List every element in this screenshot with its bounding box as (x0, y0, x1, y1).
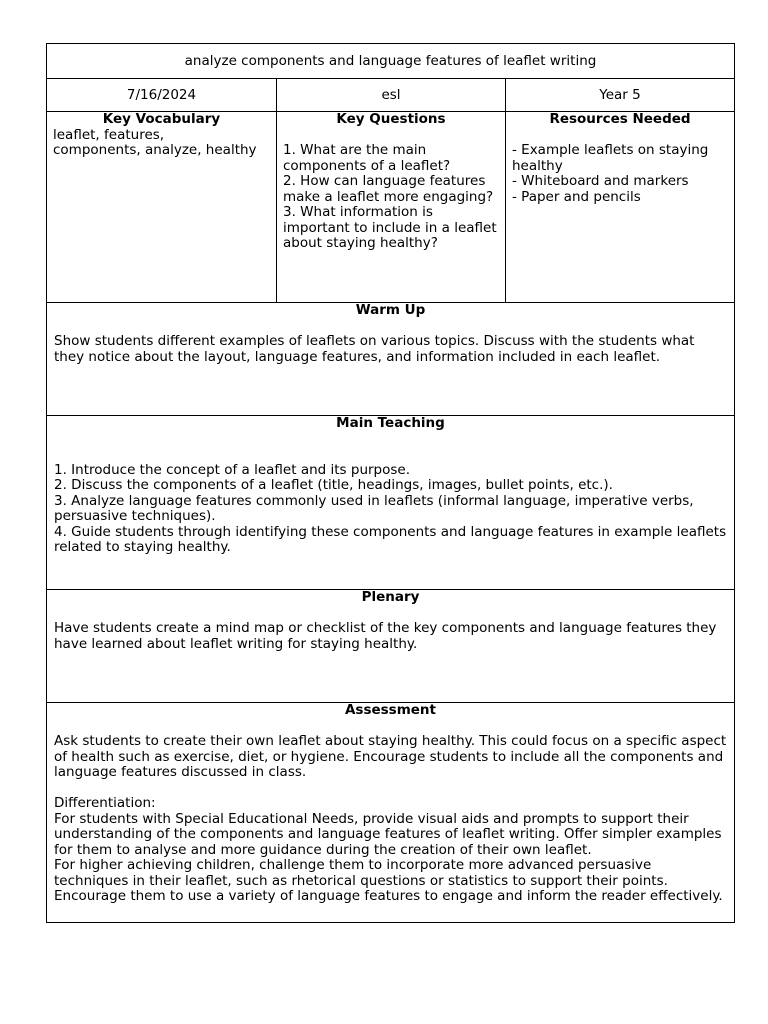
main-teaching-cell (47, 416, 734, 589)
assessment-cell (47, 703, 734, 922)
plenary-cell (47, 590, 734, 702)
plenary-heading: Plenary (361, 589, 420, 605)
key-vocabulary-cell (47, 112, 277, 302)
key-vocabulary-text: leaflet, features, components, analyze, healthy (53, 126, 257, 158)
plenary-text: Have students create a mind map or checklist of the key components and language features they have learned about leaflet writing for staying healthy. (54, 620, 717, 652)
resources-needed-cell (506, 112, 734, 302)
plenary-row (47, 590, 734, 703)
warm-up-row (47, 303, 734, 416)
main-teaching-heading: Main Teaching (336, 415, 445, 431)
info-row (47, 79, 734, 112)
year-cell (506, 79, 734, 111)
lesson-subject: esl (381, 87, 401, 103)
key-questions-cell (277, 112, 506, 302)
key-questions-heading: Key Questions (336, 111, 446, 127)
assessment-text: Ask students to create their own leaflet about staying healthy. This could focus on a specific aspect of health such as exercise, diet, or hygiene. Encourage students to include all the components and language features discussed in class. Differentiation: For students with Special Educational Needs, provide visual aids and prompts to support their understanding of the components and language features of leaflet writing. Offer simpler examples for them to analyse and more guidance during the creation of their own leaflet. For higher achieving children, challenge them to incorporate more advanced persuasive techniques in their leaflet, such as rhetorical questions or statistics to support their points. Encourage them to use a variety of language features to engage and inform the reader effectively. (54, 733, 727, 904)
key-info-row (47, 112, 734, 303)
key-questions-text: 1. What are the main components of a leaflet? 2. How can language features make a leaflet more engaging? 3. What information is important to include in a leaflet about staying healthy? (283, 142, 497, 251)
lesson-title: analyze components and language features of leaflet writing (184, 53, 597, 69)
resources-needed-heading: Resources Needed (549, 111, 691, 127)
warm-up-heading: Warm Up (355, 302, 426, 318)
subject-cell (277, 79, 506, 111)
title-row (47, 44, 734, 79)
lesson-plan-table (46, 43, 735, 923)
main-teaching-text: 1. Introduce the concept of a leaflet and its purpose. 2. Discuss the components of a leaflet (title, headings, images, bullet points, etc.). 3. Analyze language features commonly used in leaflets (informal language, imperative verbs, persuasive techniques). 4. Guide students through identifying these components and language features in example leaflets related to staying healthy. (54, 461, 727, 555)
date-cell (47, 79, 277, 111)
main-teaching-row (47, 416, 734, 590)
lesson-year: Year 5 (599, 87, 641, 103)
warm-up-text: Show students different examples of leaflets on various topics. Discuss with the students what they notice about the layout, language features, and information included in each leaflet. (54, 333, 695, 365)
title-cell (47, 44, 734, 78)
assessment-row (47, 703, 734, 922)
assessment-heading: Assessment (344, 702, 437, 718)
lesson-date: 7/16/2024 (126, 87, 197, 103)
resources-needed-text: - Example leaflets on staying healthy - Whiteboard and markers - Paper and pencils (512, 142, 709, 205)
key-vocabulary-heading: Key Vocabulary (102, 111, 221, 127)
warm-up-cell (47, 303, 734, 415)
